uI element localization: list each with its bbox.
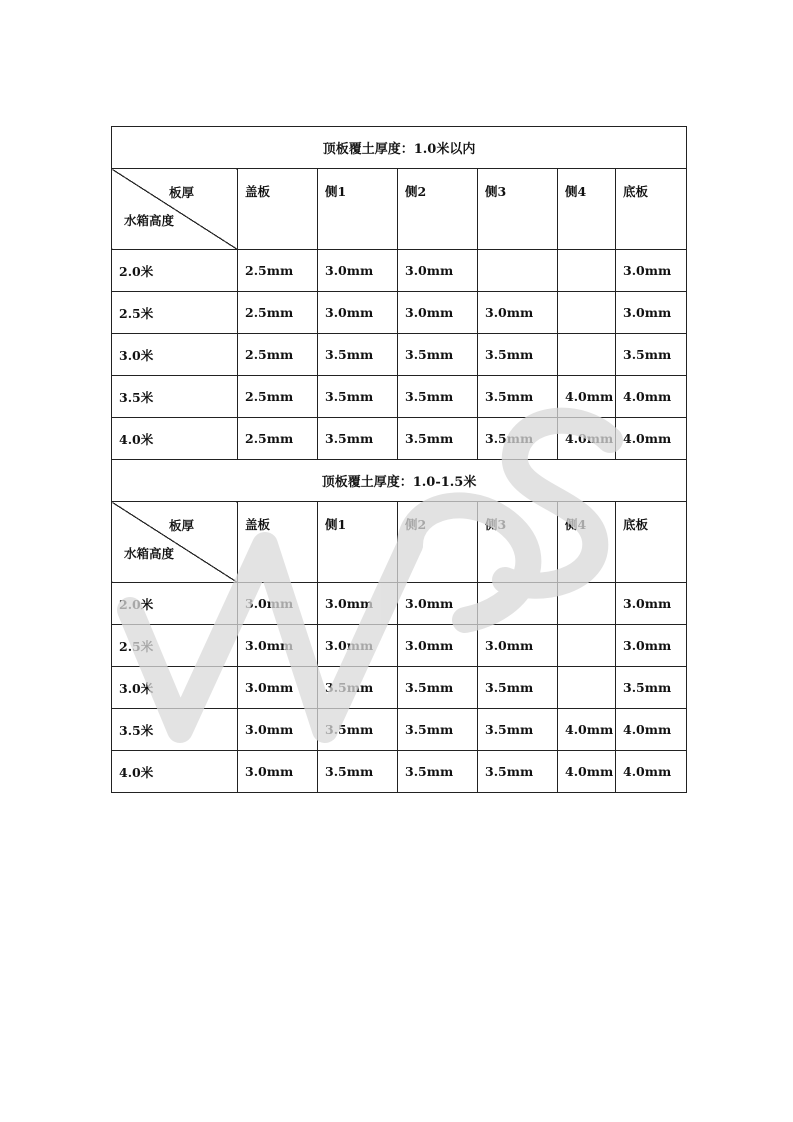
table-cell: 3.5mm [398,751,478,793]
table-cell: 3.5mm [318,709,398,751]
column-header: 盖板 [238,502,318,583]
table-cell: 4.0mm [616,376,687,418]
table-cell: 3.5mm [478,418,558,460]
row-height-label: 2.5米 [112,292,238,334]
table-cell [478,250,558,292]
corner-label-tank-height: 水箱高度 [124,213,175,228]
table-cell: 3.0mm [238,583,318,625]
table-row [112,751,687,793]
table-cell: 3.5mm [478,751,558,793]
section-title: 顶板覆土厚度：1.0-1.5米 [112,460,687,502]
table-cell: 3.0mm [398,250,478,292]
table-cell [558,334,616,376]
table-cell: 3.5mm [318,418,398,460]
row-height-label: 2.0米 [112,583,238,625]
column-header-row [112,169,687,250]
row-height-label: 4.0米 [112,751,238,793]
row-height-label: 3.5米 [112,709,238,751]
row-height-label: 4.0米 [112,418,238,460]
row-height-label: 3.5米 [112,376,238,418]
table-cell: 4.0mm [616,418,687,460]
column-header-row [112,502,687,583]
table-cell: 3.5mm [318,667,398,709]
table-cell: 4.0mm [558,751,616,793]
table-cell: 2.5mm [238,250,318,292]
table-cell: 3.0mm [238,667,318,709]
column-header: 侧1 [318,502,398,583]
table-row [112,376,687,418]
corner-label-thickness: 板厚 [169,518,195,533]
table-cell: 4.0mm [616,709,687,751]
table-cell: 3.5mm [616,334,687,376]
column-header: 底板 [616,502,687,583]
table-cell: 3.5mm [318,334,398,376]
row-height-label: 2.5米 [112,625,238,667]
table-cell: 3.0mm [478,625,558,667]
table-cell [558,583,616,625]
table-cell [558,292,616,334]
row-height-label: 2.0米 [112,250,238,292]
column-header: 侧1 [318,169,398,250]
table-cell: 3.0mm [318,250,398,292]
table-row [112,709,687,751]
corner-label-thickness: 板厚 [169,185,195,200]
section-title: 顶板覆土厚度：1.0米以内 [112,127,687,169]
table-cell: 4.0mm [558,418,616,460]
table-cell: 4.0mm [558,376,616,418]
thickness-spec-table [111,126,687,793]
table-body [112,127,687,793]
column-header: 侧2 [398,502,478,583]
table-row [112,583,687,625]
table-cell: 3.0mm [616,292,687,334]
table-cell [558,667,616,709]
table-cell: 3.5mm [398,667,478,709]
table-cell: 4.0mm [616,751,687,793]
column-header: 侧3 [478,169,558,250]
table-cell: 4.0mm [558,709,616,751]
table-cell: 3.0mm [318,583,398,625]
table-cell: 3.5mm [398,334,478,376]
table-row [112,625,687,667]
diagonal-corner-header [112,169,238,250]
table-cell: 2.5mm [238,418,318,460]
column-header: 底板 [616,169,687,250]
row-height-label: 3.0米 [112,667,238,709]
column-header: 侧2 [398,169,478,250]
table-cell: 3.5mm [478,667,558,709]
table-row [112,292,687,334]
table-row [112,418,687,460]
table-cell: 3.0mm [616,625,687,667]
table-row [112,334,687,376]
table-cell: 3.5mm [398,418,478,460]
column-header: 侧4 [558,502,616,583]
table-cell: 3.5mm [478,334,558,376]
table-cell [558,625,616,667]
table-cell: 3.5mm [616,667,687,709]
table-cell: 3.0mm [318,292,398,334]
table-cell: 2.5mm [238,334,318,376]
table-row [112,250,687,292]
table-cell: 3.0mm [398,625,478,667]
table-cell: 3.5mm [318,376,398,418]
table-cell: 3.0mm [616,583,687,625]
table-cell: 3.0mm [238,751,318,793]
table-cell: 3.5mm [398,376,478,418]
table-cell: 3.5mm [478,376,558,418]
section-title-row [112,127,687,169]
table-cell: 2.5mm [238,292,318,334]
table-cell [558,250,616,292]
table-cell: 3.0mm [398,583,478,625]
corner-label-tank-height: 水箱高度 [124,546,175,561]
table-cell: 3.0mm [616,250,687,292]
table-cell: 3.0mm [318,625,398,667]
table-cell: 2.5mm [238,376,318,418]
diagonal-corner-header [112,502,238,583]
table-cell: 3.0mm [238,625,318,667]
section-title-row [112,460,687,502]
table-cell [478,583,558,625]
row-height-label: 3.0米 [112,334,238,376]
table-row [112,667,687,709]
column-header: 侧3 [478,502,558,583]
table-cell: 3.0mm [478,292,558,334]
column-header: 侧4 [558,169,616,250]
table-cell: 3.0mm [238,709,318,751]
table-cell: 3.5mm [478,709,558,751]
table-cell: 3.5mm [398,709,478,751]
table-cell: 3.5mm [318,751,398,793]
column-header: 盖板 [238,169,318,250]
table-cell: 3.0mm [398,292,478,334]
